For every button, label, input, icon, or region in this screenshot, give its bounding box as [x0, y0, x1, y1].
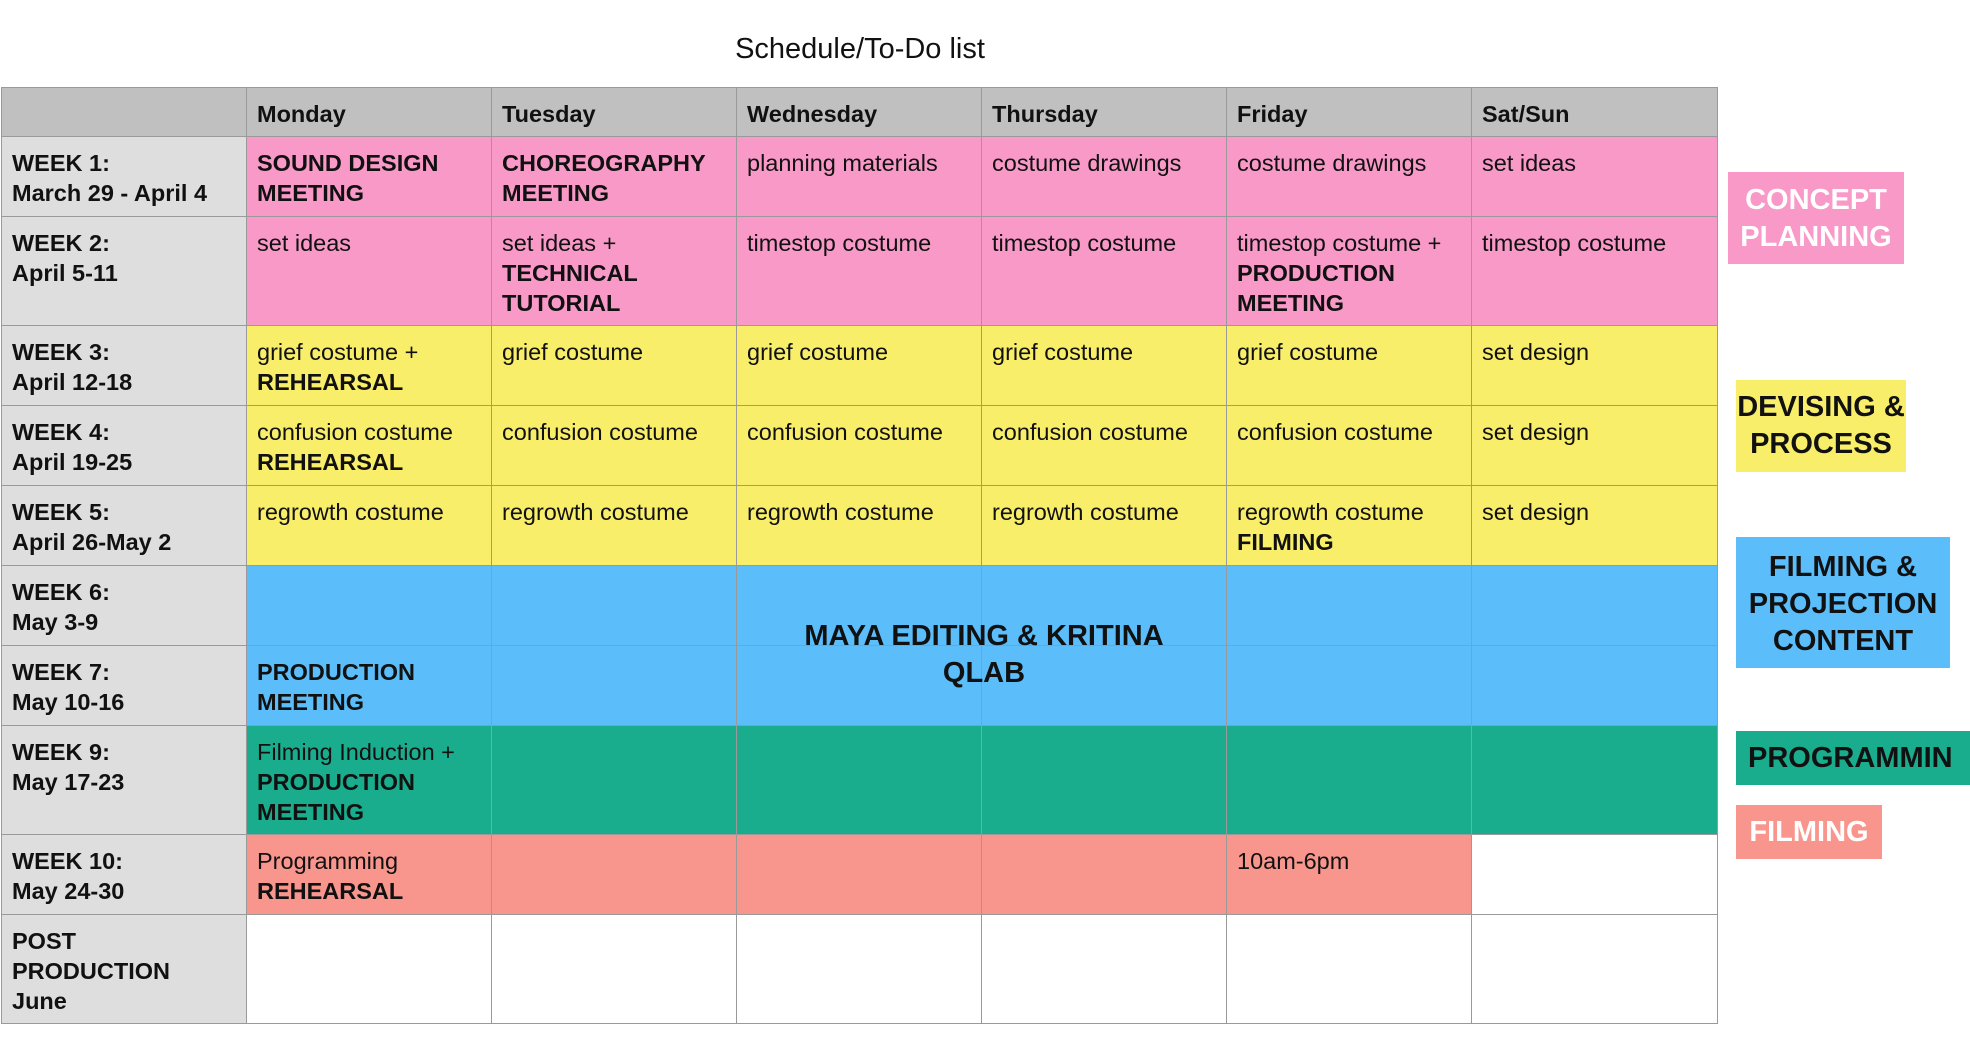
schedule-cell[interactable] — [982, 326, 1227, 406]
week-label-line: April 12-18 — [12, 369, 133, 395]
legend-box — [1736, 537, 1950, 668]
cell-task: timestop costume — [992, 230, 1177, 256]
week-label-line: April 26-May 2 — [12, 529, 172, 555]
week-label — [2, 406, 247, 486]
week-label-line: PRODUCTION — [12, 958, 170, 984]
week-label — [2, 217, 247, 326]
schedule-cell[interactable] — [1227, 486, 1472, 566]
schedule-cell[interactable] — [247, 726, 492, 835]
schedule-cell[interactable] — [492, 566, 737, 646]
day-header: Monday — [247, 88, 492, 137]
week-label-line: POST — [12, 928, 76, 954]
week-label — [2, 566, 247, 646]
week-label-line: March 29 - April 4 — [12, 180, 208, 206]
week-label-line: May 10-16 — [12, 689, 125, 715]
schedule-cell[interactable] — [737, 137, 982, 217]
schedule-cell[interactable] — [1227, 406, 1472, 486]
schedule-cell[interactable] — [492, 217, 737, 326]
schedule-table — [1, 87, 1718, 1024]
cell-task: grief costume — [992, 339, 1134, 365]
day-header: Sat/Sun — [1472, 88, 1718, 137]
cell-milestone: REHEARSAL — [257, 369, 404, 395]
legend-label: FILMING — [1749, 816, 1869, 848]
schedule-cell[interactable] — [1472, 646, 1718, 726]
week-label — [2, 137, 247, 217]
cell-milestone: REHEARSAL — [257, 878, 404, 904]
day-header: Friday — [1227, 88, 1472, 137]
legend-label: DEVISING & — [1737, 391, 1905, 423]
week-label-line: April 19-25 — [12, 449, 133, 475]
week-label-line: WEEK 4: — [12, 419, 110, 445]
cell-milestone: REHEARSAL — [257, 449, 404, 475]
legend-box — [1736, 805, 1882, 859]
cell-task: regrowth costume — [992, 499, 1179, 525]
cell-task: 10am-6pm — [1237, 848, 1350, 874]
week-label — [2, 726, 247, 835]
merged-note-line: QLAB — [942, 657, 1026, 689]
header-row — [2, 88, 1718, 137]
schedule-cell[interactable] — [982, 915, 1227, 1024]
week-row — [2, 137, 1718, 217]
day-header: Thursday — [982, 88, 1227, 137]
schedule-cell[interactable] — [737, 486, 982, 566]
cell-task: grief costume + — [257, 339, 419, 365]
cell-milestone: PRODUCTION — [257, 769, 415, 795]
schedule-cell[interactable] — [1227, 726, 1472, 835]
merged-editing-note — [764, 618, 1204, 692]
schedule-cell[interactable] — [1227, 217, 1472, 326]
week-row — [2, 835, 1718, 915]
week-row — [2, 406, 1718, 486]
schedule-cell[interactable] — [492, 406, 737, 486]
day-header: Wednesday — [737, 88, 982, 137]
schedule-cell[interactable] — [247, 566, 492, 646]
week-row — [2, 326, 1718, 406]
schedule-cell[interactable] — [1227, 566, 1472, 646]
week-row — [2, 486, 1718, 566]
cell-task: costume drawings — [1237, 150, 1427, 176]
cell-milestone: MEETING — [257, 180, 365, 206]
week-label-line: WEEK 2: — [12, 230, 110, 256]
cell-task: grief costume — [747, 339, 889, 365]
schedule-cell[interactable] — [737, 406, 982, 486]
week-label — [2, 915, 247, 1024]
schedule-cell[interactable] — [737, 217, 982, 326]
schedule-cell[interactable] — [982, 486, 1227, 566]
week-label-line: WEEK 10: — [12, 848, 123, 874]
cell-task: regrowth costume — [1237, 499, 1424, 525]
legend-box — [1728, 172, 1904, 264]
cell-milestone: MEETING — [502, 180, 610, 206]
legend-box — [1736, 731, 1970, 785]
cell-task: confusion costume — [747, 419, 943, 445]
week-label-line: April 5-11 — [12, 260, 118, 286]
week-row — [2, 217, 1718, 326]
schedule-cell[interactable] — [1472, 326, 1718, 406]
schedule-cell[interactable] — [737, 915, 982, 1024]
schedule-cell[interactable] — [247, 326, 492, 406]
cell-milestone: PRODUCTION — [1237, 260, 1395, 286]
cell-milestone: TUTORIAL — [502, 290, 621, 316]
cell-task: set design — [1482, 499, 1590, 525]
cell-task: timestop costume + — [1237, 230, 1442, 256]
schedule-cell[interactable] — [1472, 835, 1718, 915]
schedule-cell[interactable] — [982, 726, 1227, 835]
schedule-cell[interactable] — [1472, 726, 1718, 835]
schedule-cell[interactable] — [492, 915, 737, 1024]
schedule-cell[interactable] — [1227, 835, 1472, 915]
schedule-cell[interactable] — [1472, 217, 1718, 326]
cell-task: confusion costume — [257, 419, 453, 445]
legend-label: PROJECTION — [1748, 588, 1938, 620]
week-label-line: June — [12, 988, 67, 1014]
cell-task: set ideas — [257, 230, 352, 256]
schedule-cell[interactable] — [1472, 406, 1718, 486]
schedule-cell[interactable] — [1227, 137, 1472, 217]
cell-milestone: MEETING — [257, 799, 365, 825]
schedule-cell[interactable] — [247, 646, 492, 726]
legend-label: PROCESS — [1750, 428, 1892, 460]
week-label-line: WEEK 5: — [12, 499, 110, 525]
schedule-cell[interactable] — [492, 486, 737, 566]
schedule-cell[interactable] — [247, 915, 492, 1024]
schedule-cell[interactable] — [982, 137, 1227, 217]
cell-task: set design — [1482, 419, 1590, 445]
cell-task: set ideas — [1482, 150, 1577, 176]
schedule-cell[interactable] — [492, 646, 737, 726]
cell-task: Programming — [257, 848, 399, 874]
week-label-line: WEEK 3: — [12, 339, 110, 365]
schedule-cell[interactable] — [1227, 326, 1472, 406]
cell-task: Filming Induction + — [257, 739, 455, 765]
schedule-cell[interactable] — [982, 835, 1227, 915]
cell-task: grief costume — [1237, 339, 1379, 365]
cell-milestone: MEETING — [1237, 290, 1345, 316]
legend-box — [1736, 380, 1906, 472]
week-label-line: WEEK 6: — [12, 579, 110, 605]
week-label — [2, 646, 247, 726]
week-label-line: WEEK 7: — [12, 659, 110, 685]
cell-task: planning materials — [747, 150, 938, 176]
cell-task: timestop costume — [1482, 230, 1667, 256]
cell-milestone: PRODUCTION — [257, 659, 415, 685]
cell-task: confusion costume — [992, 419, 1188, 445]
legend-label: FILMING & — [1768, 551, 1918, 583]
week-label — [2, 835, 247, 915]
week-label — [2, 486, 247, 566]
week-label-line: May 3-9 — [12, 609, 99, 635]
week-label — [2, 326, 247, 406]
cell-task: regrowth costume — [257, 499, 444, 525]
schedule-cell[interactable] — [247, 137, 492, 217]
schedule-cell[interactable] — [247, 835, 492, 915]
cell-task: regrowth costume — [747, 499, 934, 525]
cell-milestone: MEETING — [257, 689, 365, 715]
schedule-cell[interactable] — [982, 406, 1227, 486]
week-label-line: May 24-30 — [12, 878, 125, 904]
cell-task: confusion costume — [1237, 419, 1433, 445]
schedule-cell[interactable] — [492, 726, 737, 835]
schedule-cell[interactable] — [982, 217, 1227, 326]
cell-milestone: SOUND DESIGN — [257, 150, 439, 176]
cell-milestone: TECHNICAL — [502, 260, 638, 286]
cell-task: regrowth costume — [502, 499, 689, 525]
schedule-cell[interactable] — [492, 137, 737, 217]
legend-label: PROGRAMMIN — [1748, 742, 1953, 774]
schedule-cell[interactable] — [1472, 486, 1718, 566]
legend-label: CONTENT — [1772, 625, 1914, 657]
cell-milestone: FILMING — [1237, 529, 1334, 555]
schedule-cell[interactable] — [1472, 566, 1718, 646]
cell-task: confusion costume — [502, 419, 698, 445]
cell-task: costume drawings — [992, 150, 1182, 176]
schedule-cell[interactable] — [737, 835, 982, 915]
merged-note-line: MAYA EDITING & KRITINA — [804, 620, 1164, 652]
week-label-line: WEEK 9: — [12, 739, 110, 765]
legend-label: CONCEPT — [1745, 184, 1887, 216]
cell-task: set design — [1482, 339, 1590, 365]
cell-task: timestop costume — [747, 230, 932, 256]
schedule-cell[interactable] — [247, 486, 492, 566]
day-header: Tuesday — [492, 88, 737, 137]
week-row — [2, 726, 1718, 835]
cell-milestone: CHOREOGRAPHY — [502, 150, 706, 176]
schedule-cell[interactable] — [247, 217, 492, 326]
schedule-cell[interactable] — [737, 326, 982, 406]
schedule-cell[interactable] — [492, 326, 737, 406]
cell-task: set ideas + — [502, 230, 617, 256]
schedule-cell[interactable] — [1472, 137, 1718, 217]
legend-label: PLANNING — [1740, 221, 1892, 253]
page-title: Schedule/To-Do list — [735, 33, 985, 65]
schedule-cell[interactable] — [247, 406, 492, 486]
week-label-line: May 17-23 — [12, 769, 125, 795]
corner-cell — [2, 88, 247, 137]
schedule-cell[interactable] — [1227, 646, 1472, 726]
week-row — [2, 915, 1718, 1024]
schedule-cell[interactable] — [492, 835, 737, 915]
cell-task: grief costume — [502, 339, 644, 365]
week-label-line: WEEK 1: — [12, 150, 110, 176]
schedule-cell[interactable] — [1227, 915, 1472, 1024]
schedule-cell[interactable] — [1472, 915, 1718, 1024]
schedule-cell[interactable] — [737, 726, 982, 835]
